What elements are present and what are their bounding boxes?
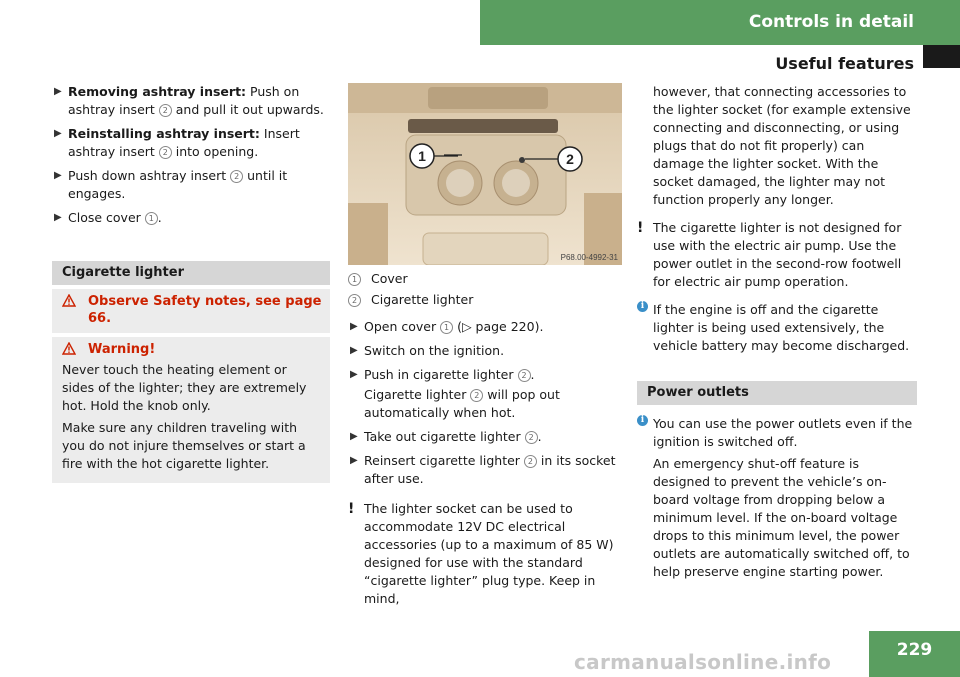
step-open-cover [348, 318, 624, 336]
arrow-bullet-icon: ▶ [350, 369, 358, 380]
callout-number: 2 [348, 294, 361, 307]
step-push-down [52, 167, 330, 203]
step-text: and pull it out upwards. [171, 102, 324, 117]
step-text: Reinsert cigarette lighter [364, 453, 524, 468]
step-text: Push down ashtray insert [68, 168, 231, 183]
note-air-pump [637, 219, 917, 291]
step-reinsert-lighter [348, 452, 624, 488]
arrow-bullet-icon: ▶ [54, 86, 62, 97]
header-section-title: Controls in detail [748, 12, 914, 32]
callout-number: 1 [145, 212, 158, 225]
warning-paragraph-2: Make sure any children traveling with you do not injure themselves or start a fire with the hot cigarette lighter. [62, 420, 306, 471]
info-text: If the engine is off and the cigarette lighter is being used extensively, the vehicle battery may become discharged. [653, 302, 910, 353]
callout-number: 2 [230, 170, 243, 183]
photo-callout-2: 2 [566, 151, 574, 167]
info-battery-discharge [637, 301, 917, 355]
callout-number: 2 [518, 369, 531, 382]
step-text: . [537, 429, 542, 444]
warning-triangle-icon [62, 294, 76, 312]
column-right [637, 83, 917, 587]
header-subsection-title: Useful features [775, 54, 914, 73]
step-text: Insert ashtray insert [68, 126, 300, 159]
callout-number: 1 [348, 273, 361, 286]
step-text: until it engages. [68, 168, 288, 201]
arrow-bullet-icon: ▶ [350, 345, 358, 356]
step-text: Take out cigarette lighter [364, 429, 525, 444]
note-lighter-socket [348, 500, 624, 608]
arrow-bullet-icon: ▶ [54, 170, 62, 181]
step-remove-ashtray [52, 83, 330, 119]
note-text: The cigarette lighter is not designed for use with the electric air pump. Use the power outlet in the second-row footwell for electric air pump operation. [653, 220, 902, 289]
callout-number: 2 [159, 146, 172, 159]
step-text: Open cover [364, 319, 441, 334]
info-power-outlets [637, 415, 917, 581]
exclamation-icon: ! [637, 220, 644, 236]
info-icon: i [637, 415, 648, 426]
watermark: carmanualsonline.info [574, 650, 832, 674]
callout-number: 2 [470, 389, 483, 402]
note-text: The lighter socket can be used to accommodate 12V DC electrical accessories (up to a maximum of 85 W) designed for use with the standard “cigarette lighter” plug type. Keep in mind, [364, 501, 614, 606]
step-push-in-lighter [348, 366, 624, 384]
arrow-bullet-icon: ▶ [54, 128, 62, 139]
arrow-bullet-icon: ▶ [54, 212, 62, 223]
arrow-bullet-icon: ▶ [350, 431, 358, 442]
callout-number: 2 [524, 455, 537, 468]
header-tab-marker [923, 45, 960, 68]
page-reference-link[interactable]: (▷ page 220). [453, 319, 544, 334]
step-text: Push in cigarette lighter [364, 367, 518, 382]
step-text: Switch on the ignition. [364, 343, 505, 358]
console-photo [348, 83, 622, 265]
column-left [52, 83, 330, 483]
step-text: Push on ashtray insert [68, 84, 300, 117]
legend-item-cover [348, 270, 624, 288]
legend-label: Cover [371, 271, 408, 286]
page-number: 229 [869, 631, 960, 677]
callout-number: 2 [525, 431, 538, 444]
column-middle [348, 83, 624, 614]
step-close-cover [52, 209, 330, 227]
legend-item-lighter [348, 291, 624, 309]
step-text: will pop out automatically when hot. [364, 387, 560, 420]
step-text: in its socket after use. [364, 453, 616, 486]
warning-title: Warning! [88, 342, 156, 357]
exclamation-icon: ! [348, 501, 355, 517]
photo-code: P68.00-4992-31 [560, 253, 618, 262]
section-title-power-outlets: Power outlets [637, 381, 917, 405]
warning-box [52, 337, 330, 483]
step-text: Cigarette lighter [364, 387, 471, 402]
safety-notes-box [52, 289, 330, 333]
step-push-in-continuation [348, 386, 624, 422]
note-continuation: however, that connecting accessories to the lighter socket (for example extensive connecting and disconnecting, or using plugs that do not fit properly) can damage the lighter socket. With the socket damaged, the lighter may not function properly any longer. [653, 84, 911, 207]
legend-label: Cigarette lighter [371, 292, 474, 307]
step-text: . [530, 367, 535, 382]
warning-paragraph-1: Never touch the heating element or sides of the lighter; they are extremely hot. Hold the knob only. [62, 362, 307, 413]
arrow-bullet-icon: ▶ [350, 321, 358, 332]
step-switch-ignition [348, 342, 624, 360]
safety-notes-link[interactable]: Observe Safety notes, see page 66. [88, 294, 322, 326]
callout-number: 2 [159, 104, 172, 117]
info-icon: i [637, 301, 648, 312]
step-reinstall-ashtray [52, 125, 330, 161]
step-text: into opening. [171, 144, 259, 159]
step-bold-label: Removing ashtray insert: [68, 84, 247, 99]
info-paragraph-1: You can use the power outlets even if the ignition is switched off. [653, 416, 913, 449]
callout-number: 1 [440, 321, 453, 334]
photo-callout-1: 1 [418, 148, 426, 164]
section-title-cigarette-lighter: Cigarette lighter [52, 261, 330, 285]
step-text: Close cover [68, 210, 145, 225]
arrow-bullet-icon: ▶ [350, 455, 358, 466]
info-paragraph-2: An emergency shut-off feature is designed to prevent the vehicle’s on-board voltage from dropping below a minimum level. If the on-board voltage drops to this minimum level, the power outlets are automatically switched off, to help preserve engine starting power. [653, 456, 910, 579]
step-text: . [157, 210, 162, 225]
step-take-out-lighter [348, 428, 624, 446]
step-bold-label: Reinstalling ashtray insert: [68, 126, 260, 141]
warning-triangle-icon [62, 342, 76, 360]
